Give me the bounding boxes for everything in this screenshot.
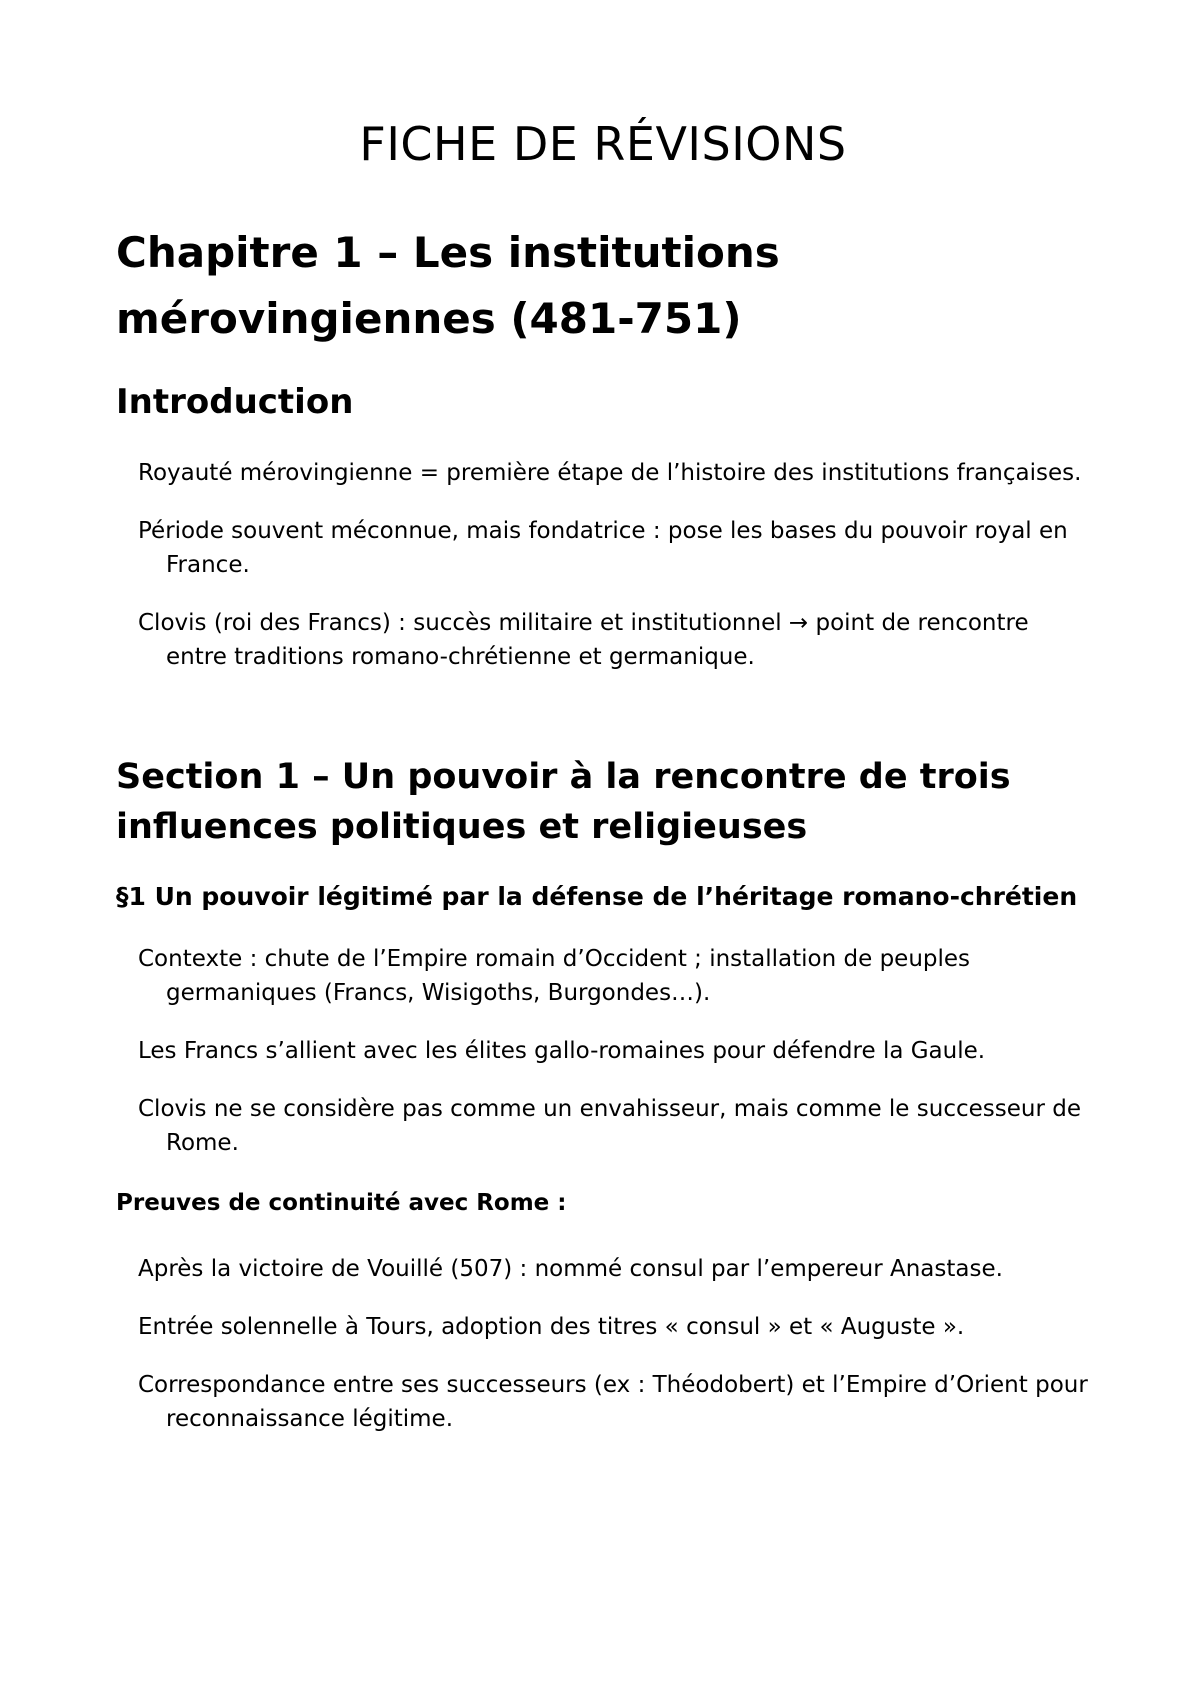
subsection-paragraph: Les Francs s’allient avec les élites gallo-romaines pour défendre la Gaule. (138, 1038, 986, 1064)
proof-item: Correspondance entre ses successeurs (ex : Théodobert) et l’Empire d’Orient pour reconnaissance légitime. (138, 1372, 1088, 1432)
introduction-heading: Introduction (116, 382, 354, 422)
subsection-paragraph: Clovis ne se considère pas comme un envahisseur, mais comme le successeur de Rome. (138, 1096, 1081, 1156)
chapter-title: Chapitre 1 – Les institutions mérovingiennes (481-751) (116, 228, 780, 343)
subsection-paragraph: Contexte : chute de l’Empire romain d’Occident ; installation de peuples germaniques (Francs, Wisigoths, Burgondes…). (138, 946, 971, 1006)
introduction-paragraph: Période souvent méconnue, mais fondatrice : pose les bases du pouvoir royal en France. (138, 518, 1068, 578)
proofs-label: Preuves de continuité avec Rome : (116, 1190, 567, 1216)
document-title: FICHE DE RÉVISIONS (359, 117, 847, 171)
proof-item: Après la victoire de Vouillé (507) : nommé consul par l’empereur Anastase. (138, 1256, 1003, 1282)
introduction-paragraph: Clovis (roi des Francs) : succès militaire et institutionnel → point de rencontre entre traditions romano-chrétienne et germanique. (138, 610, 1029, 670)
introduction-paragraph: Royauté mérovingienne = première étape de l’histoire des institutions françaises. (138, 460, 1082, 486)
subsection-1-heading: §1 Un pouvoir légitimé par la défense de l’héritage romano-chrétien (116, 882, 1078, 911)
proof-item: Entrée solennelle à Tours, adoption des titres « consul » et « Auguste ». (138, 1314, 965, 1340)
section-1-heading: Section 1 – Un pouvoir à la rencontre de trois influences politiques et religieuses (116, 757, 1011, 847)
